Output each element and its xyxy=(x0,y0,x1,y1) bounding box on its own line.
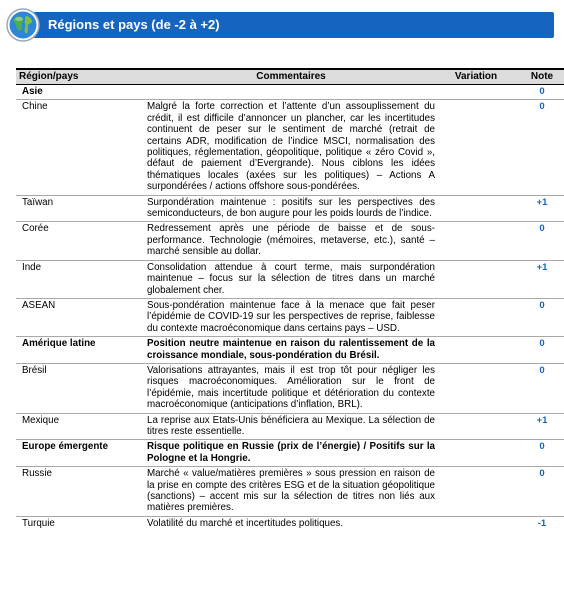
table-row xyxy=(16,100,564,195)
region-cell: Russie xyxy=(16,467,144,517)
table-row xyxy=(16,516,564,531)
note-cell: 0 xyxy=(514,440,564,467)
comment-cell: Position neutre maintenue en raison du ralentissement de la croissance mondiale, sous-pondération du Brésil. xyxy=(144,337,438,364)
variation-cell xyxy=(438,440,514,467)
variation-cell xyxy=(438,363,514,413)
region-cell: Mexique xyxy=(16,413,144,440)
column-header-variation: Variation xyxy=(438,69,514,85)
note-cell: +1 xyxy=(514,195,564,222)
region-cell: Inde xyxy=(16,260,144,298)
comment-cell: Marché « value/matières premières » sous pression en raison de la prise en compte des critères ESG et de la situation géopolitique (sanctions) – accent mis sur la sélection de titres non liés aux matières premières. xyxy=(144,467,438,517)
variation-cell xyxy=(438,260,514,298)
comment-cell: La reprise aux Etats-Unis bénéficiera au Mexique. La sélection de titres reste essentielle. xyxy=(144,413,438,440)
column-header-note: Note xyxy=(514,69,564,85)
comment-cell: Valorisations attrayantes, mais il est trop tôt pour négliger les risques macroéconomiques. Amélioration sur le front de l’épidémie, mais incertitude politique et détérioration du contexte macroéconomique (anticipations d’inflation, BRL). xyxy=(144,363,438,413)
page-title: Régions et pays (de -2 à +2) xyxy=(48,17,220,32)
region-cell: Europe émergente xyxy=(16,440,144,467)
table-body xyxy=(16,85,564,532)
table-row xyxy=(16,363,564,413)
note-cell: 0 xyxy=(514,222,564,260)
note-cell: 0 xyxy=(514,100,564,195)
region-cell: Taïwan xyxy=(16,195,144,222)
comment-cell: Risque politique en Russie (prix de l’énergie) / Positifs sur la Pologne et la Hongrie. xyxy=(144,440,438,467)
comment-cell: Malgré la forte correction et l’attente d’un assouplissement du crédit, il est difficile d’annoncer un plancher, car les incertitudes continuent de peser sur le sentiment de marché (retrait de certains ADR, modification de l’indice MSCI, normalisation des politiques, réglementation, géopolitique, politique « zéro Covid », défaut de paiement d’Evergrande). Nous ciblons les idées thématiques locales (axées sur les politiques) – Actions A surpondérées / actions offshore sous-pondérées. xyxy=(144,100,438,195)
region-cell: Turquie xyxy=(16,516,144,531)
region-cell: Corée xyxy=(16,222,144,260)
variation-cell xyxy=(438,516,514,531)
variation-cell xyxy=(438,100,514,195)
variation-cell xyxy=(438,195,514,222)
note-cell: +1 xyxy=(514,260,564,298)
note-cell: 0 xyxy=(539,86,545,97)
table-header xyxy=(16,69,564,85)
section-banner xyxy=(0,0,564,48)
table-row xyxy=(16,413,564,440)
comment-cell: Consolidation attendue à court terme, mais surpondération maintenue – focus sur la sélection de titres dans un marché globalement cher. xyxy=(144,260,438,298)
table-row xyxy=(16,85,564,100)
comment-cell: Redressement après une période de baisse et de sous-performance. Technologie (mémoires, metaverse, etc.), santé – marché sensible au dollar. xyxy=(144,222,438,260)
note-cell: -1 xyxy=(514,516,564,531)
globe-icon xyxy=(6,8,40,42)
column-header-comment: Commentaires xyxy=(144,69,438,85)
note-cell: 0 xyxy=(514,337,564,364)
table-row xyxy=(16,467,564,517)
note-cell: 0 xyxy=(514,298,564,336)
column-header-region: Région/pays xyxy=(16,69,144,85)
note-cell: +1 xyxy=(514,413,564,440)
comment-cell: Sous-pondération maintenue face à la menace que fait peser l’épidémie de COVID-19 sur les perspectives de reprise, faiblesse du contexte macroéconomique dans certains pays – USD. xyxy=(144,298,438,336)
table-row xyxy=(16,440,564,467)
comment-cell xyxy=(144,85,438,100)
region-cell: Chine xyxy=(16,100,144,195)
regions-table xyxy=(16,68,564,531)
table-row xyxy=(16,195,564,222)
table-row xyxy=(16,298,564,336)
variation-cell xyxy=(438,337,514,364)
comment-cell: Volatilité du marché et incertitudes politiques. xyxy=(144,516,438,531)
region-cell: Asie xyxy=(22,86,43,97)
table-row xyxy=(16,222,564,260)
variation-cell xyxy=(438,222,514,260)
variation-cell xyxy=(438,298,514,336)
region-cell: Amérique latine xyxy=(16,337,144,364)
note-cell: 0 xyxy=(514,363,564,413)
variation-cell xyxy=(438,85,514,100)
table-row xyxy=(16,337,564,364)
comment-cell: Surpondération maintenue : positifs sur les perspectives des semiconducteurs, de bon augure pour les poids lourds de l’indice. xyxy=(144,195,438,222)
variation-cell xyxy=(438,413,514,440)
table-row xyxy=(16,260,564,298)
note-cell: 0 xyxy=(514,467,564,517)
region-cell: Brésil xyxy=(16,363,144,413)
variation-cell xyxy=(438,467,514,517)
region-cell: ASEAN xyxy=(16,298,144,336)
